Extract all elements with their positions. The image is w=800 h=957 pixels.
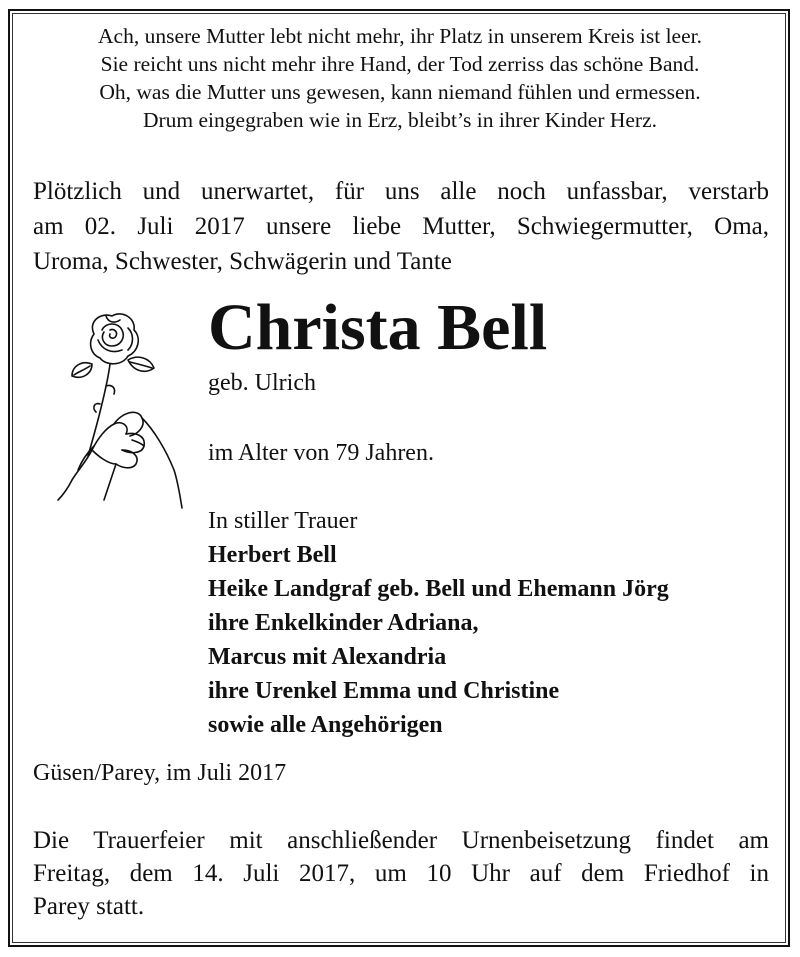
poem — [0, 22, 800, 134]
mourners-intro: In stiller Trauer — [208, 508, 358, 534]
mourner-name: Heike Landgraf geb. Bell und Ehemann Jörg — [208, 576, 669, 602]
poem-line: Sie reicht uns nicht mehr ihre Hand, der Tod zerriss das schöne Band. — [100, 52, 700, 76]
age-text: im Alter von 79 Jahren. — [208, 440, 434, 466]
mourner-name: sowie alle Angehörigen — [208, 712, 443, 738]
poem-line: Drum eingegraben wie in Erz, bleibt’s in ihrer Kinder Herz. — [142, 108, 658, 132]
mourner-name: Herbert Bell — [208, 542, 337, 568]
funeral-line: Freitag, dem 14. Juli 2017, um 10 Uhr auf dem Friedhof in — [33, 860, 769, 887]
birth-name: geb. Ulrich — [208, 370, 316, 396]
announcement-line: am 02. Juli 2017 unsere liebe Mutter, Schwiegermutter, Oma, — [33, 213, 769, 240]
rose-in-hand-icon — [42, 300, 192, 515]
funeral-line: Parey statt. — [33, 893, 145, 920]
mourner-name: ihre Enkelkinder Adriana, — [208, 610, 479, 636]
poem-line: Ach, unsere Mutter lebt nicht mehr, ihr Platz in unserem Kreis ist leer. — [98, 24, 702, 48]
announcement-line: Plötzlich und unerwartet, für uns alle noch unfassbar, verstarb — [33, 178, 769, 205]
deceased-name: Christa Bell — [208, 291, 548, 364]
announcement-text — [33, 174, 769, 279]
mourner-name: Marcus mit Alexandria — [208, 644, 447, 670]
announcement-line: Uroma, Schwester, Schwägerin und Tante — [33, 248, 452, 275]
poem-line: Oh, was die Mutter uns gewesen, kann niemand fühlen und ermessen. — [99, 80, 701, 104]
mourners-block — [208, 504, 669, 742]
mourner-name: ihre Urenkel Emma und Christine — [208, 678, 560, 704]
funeral-line: Die Trauerfeier mit anschließender Urnenbeisetzung findet am — [33, 827, 769, 854]
place-date: Güsen/Parey, im Juli 2017 — [33, 760, 287, 786]
funeral-info — [33, 824, 769, 923]
